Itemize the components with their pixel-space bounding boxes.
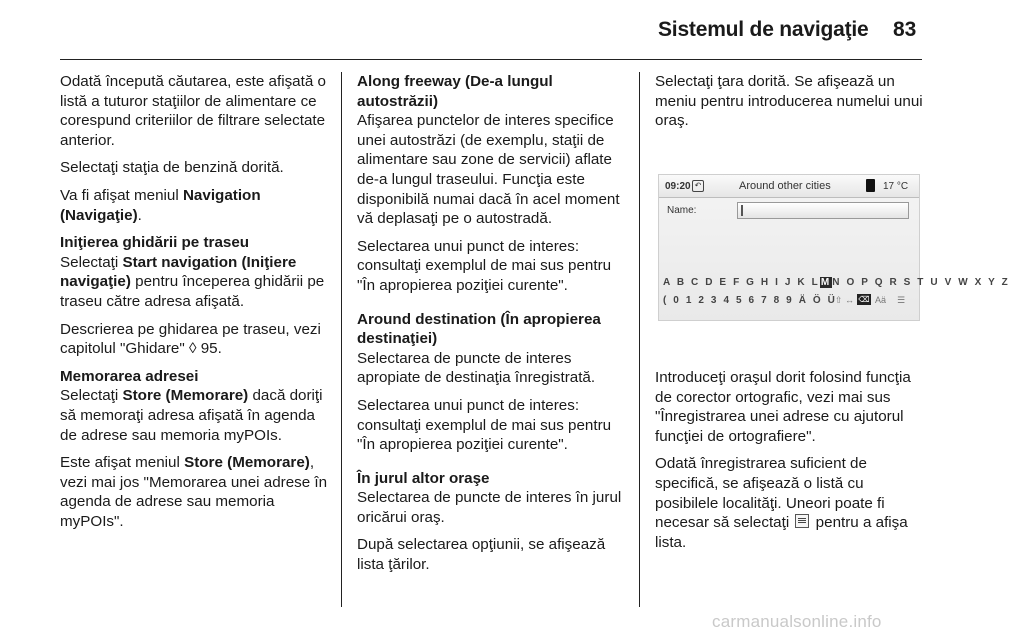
paragraph: Selectaţi staţia de benzină dorită.	[60, 159, 284, 177]
paragraph: Selectarea de puncte de interes apropiate de destinaţia înregistrată.	[357, 349, 596, 387]
screen-figure	[655, 169, 1010, 351]
back-icon: ↶	[692, 180, 704, 192]
display-screen	[658, 174, 1010, 321]
paragraph: Este afişat meniul Store (Memorare), vezi mai jos "Memorarea unei adrese în agenda de adrese sau memoria myPOIs".	[60, 454, 328, 530]
page-title: Sistemul de navigaţie	[658, 18, 869, 41]
clock-text: 09:20	[665, 181, 691, 192]
section-heading: Iniţierea ghidării pe traseu	[60, 234, 250, 252]
list-icon: ☰	[897, 295, 906, 305]
case-toggle: Aä	[875, 295, 887, 305]
menu-icon	[795, 514, 809, 528]
temperature-text: 17 °C	[883, 181, 909, 192]
selected-key: M	[820, 277, 832, 288]
name-label: Name:	[667, 205, 697, 216]
paragraph: După selectarea opţiunii, se afişează lista ţărilor.	[357, 536, 606, 574]
section-heading: În jurul altor oraşe	[357, 469, 490, 487]
paragraph: Selectaţi Store (Memorare) dacă doriţi să memoraţi adresa afişată în agenda de adrese sau memoria myPOIs.	[60, 387, 323, 444]
paragraph: Selectaţi ţara dorită. Se afişează un meniu pentru introducerea numelui unui oraş.	[655, 73, 923, 130]
section-heading: Memorarea adresei	[60, 367, 199, 385]
section-heading: Around destination (În apropierea destinaţiei)	[357, 310, 601, 348]
paragraph: Selectarea unui punct de interes: consultaţi exemplul de mai sus pentru "În apropierea poziţiei curente".	[357, 396, 612, 454]
paragraph: Introduceţi oraşul dorit folosind funcţia de corector ortografic, vezi mai sus "Înregistrarea unei adrese cu ajutorul funcţiei de ortografiere".	[655, 369, 911, 445]
header-divider	[60, 59, 922, 60]
watermark: carmanualsonline.info	[712, 612, 882, 631]
page-number: 83	[893, 18, 917, 41]
section-heading: Along freeway (De-a lungul autostrăzii)	[357, 73, 553, 110]
screen-status-bar	[659, 175, 919, 198]
column-1	[60, 72, 330, 539]
column-divider-2	[639, 72, 640, 607]
keyboard-row-letters: A B C D E F G H I J K LMN O P Q R S T U V W X Y Z	[663, 277, 1010, 288]
text-cursor	[741, 205, 743, 216]
paragraph: Odată începută căutarea, este afişată o listă a tuturor staţiilor de alimentare ce corespund criteriilor de filtrare selectate anterior.	[60, 73, 326, 149]
name-input	[737, 202, 909, 219]
column-3-lower	[655, 368, 923, 560]
cursor-arrows-icon: ↔	[845, 295, 854, 305]
arrow-up-icon: ⇧	[835, 295, 843, 305]
screen-title: Around other cities	[739, 180, 831, 192]
paragraph: Selectaţi Start navigation (Iniţiere navigaţie) pentru începerea ghidării pe traseu către adresa afişată.	[60, 253, 325, 310]
paragraph: Odată înregistrarea suficient de specifică, se afişează o listă cu posibilele localităţi. Uneori poate fi necesar să selectaţi pentru a afişa lista.	[655, 455, 908, 551]
paragraph: Selectarea de puncte de interes în jurul oricărui oraş.	[357, 489, 622, 526]
paragraph: Afişarea punctelor de interes specifice unei autostrăzi (de exemplu, staţii de alimentare sau zone de servicii) aflate de-a lungul traseului. Funcţia este disponibilă numai dacă în acel moment vă deplasaţi pe o autostradă.	[357, 112, 620, 228]
paragraph: Descrierea pe ghidarea pe traseu, vezi capitolul "Ghidare" ◊ 95.	[60, 320, 321, 358]
backspace-icon: ⌫	[858, 295, 870, 304]
phone-icon	[866, 179, 875, 192]
column-2	[357, 72, 625, 583]
keyboard-row-digits: ( 0 1 2 3 4 5 6 7 8 9 Ä Ö Ü	[663, 295, 837, 306]
paragraph: Selectarea unui punct de interes: consultaţi exemplul de mai sus pentru "În apropierea poziţiei curente".	[357, 237, 612, 294]
paragraph: Va fi afişat meniul Navigation (Navigaţie).	[60, 186, 261, 224]
column-3	[655, 72, 923, 139]
column-divider-1	[341, 72, 342, 607]
